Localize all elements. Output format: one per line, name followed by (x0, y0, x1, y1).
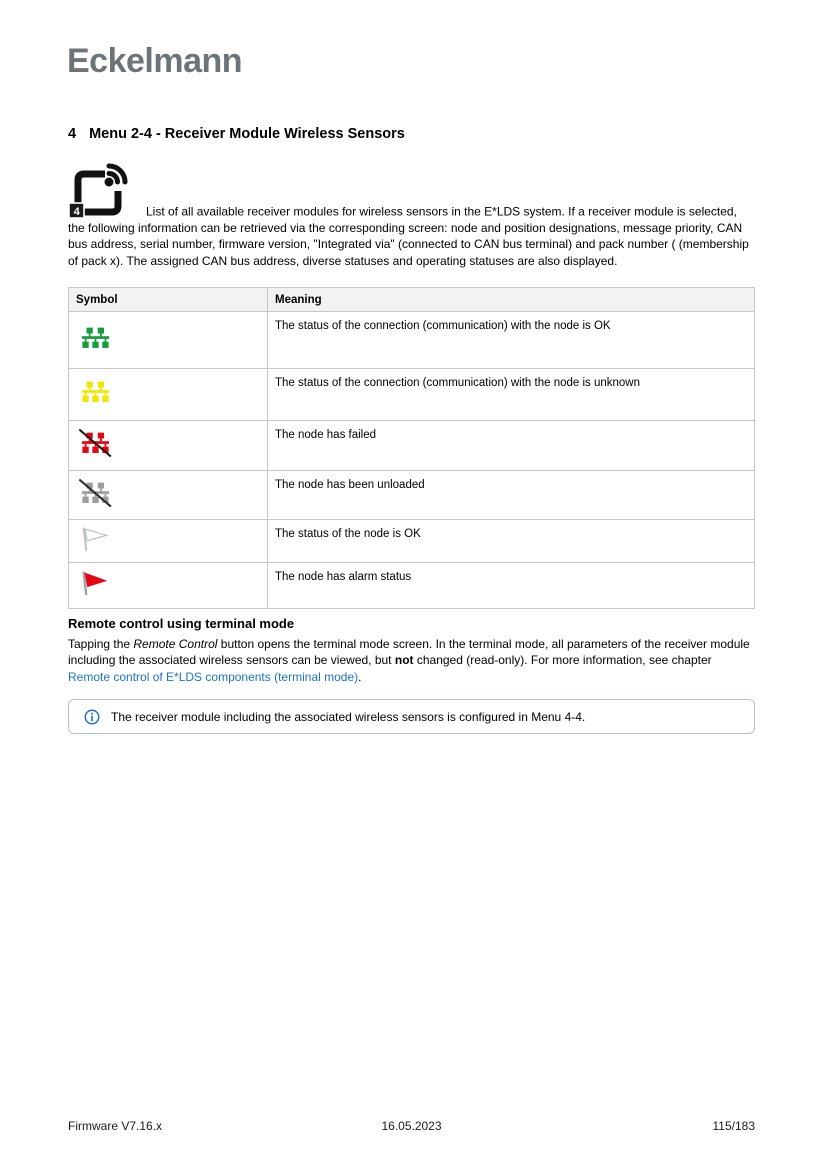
footer-firmware-version: Firmware V7.16.x (68, 1119, 163, 1133)
network-node-yellow-icon (79, 393, 112, 410)
white-flag-icon (79, 540, 110, 557)
intro-paragraph (68, 160, 755, 269)
intro-text: List of all available receiver modules for wireless sensors in the E*LDS system. If a receiver module is selected, the following information can be retrieved via the corresponding screen: node and position designations, message priority, CAN bus address, serial number, firmware version, "Integrated via" (connected to CAN bus terminal) and pack number ( (membership of pack x). The assigned CAN bus address, diverse statuses and operating statuses are also displayed. (68, 204, 749, 268)
network-node-green-icon (79, 339, 112, 356)
table-row (69, 520, 755, 563)
meaning-cell: The node has been unloaded (268, 471, 755, 520)
table-row (69, 471, 755, 520)
symbol-cell (69, 471, 268, 520)
meaning-cell: The status of the connection (communication) with the node is unknown (268, 369, 755, 421)
table-row (69, 421, 755, 471)
network-node-red-crossed-icon (79, 444, 112, 461)
terminal-text-3: changed (read-only). For more information, see chapter (413, 653, 712, 668)
page-title (68, 126, 755, 142)
wifi-dot (105, 178, 114, 187)
column-header-meaning: Meaning (268, 288, 755, 312)
info-icon (84, 709, 100, 725)
info-note-text: The receiver module including the associated wireless sensors is configured in Menu 4-4. (111, 709, 586, 724)
symbol-cell (69, 312, 268, 369)
wireless-receiver-module-icon (68, 160, 132, 220)
meaning-cell: The status of the node is OK (268, 520, 755, 563)
chapter-link[interactable]: Remote control of E*LDS components (terminal mode) (68, 669, 359, 684)
terminal-paragraph (68, 636, 755, 685)
meaning-cell: The node has alarm status (268, 563, 755, 609)
symbol-cell (69, 369, 268, 421)
remote-control-button-name: Remote Control (133, 637, 218, 651)
table-row (69, 369, 755, 421)
symbol-meaning-table (68, 287, 755, 609)
table-row (69, 312, 755, 369)
terminal-text-2: button opens the terminal mode screen. In the terminal mode, all parameters of the receiver module including the associated wireless sensors can be viewed, but (68, 637, 750, 668)
page-footer (68, 1119, 755, 1133)
company-logo: Eckelmann (67, 42, 243, 80)
footer-page-number: 115/183 (712, 1119, 755, 1133)
flag-pennant (85, 528, 106, 540)
red-flag-icon (79, 584, 110, 601)
network-node-gray-crossed-icon (79, 494, 112, 511)
meaning-cell: The status of the connection (communication) with the node is OK (268, 312, 755, 369)
terminal-text-4: . (358, 669, 362, 684)
symbol-cell (69, 421, 268, 471)
info-note-box (68, 699, 755, 734)
meaning-cell: The node has failed (268, 421, 755, 471)
column-header-symbol: Symbol (69, 288, 268, 312)
icon-badge-number: 4 (73, 206, 80, 218)
terminal-section-heading: Remote control using terminal mode (68, 616, 295, 631)
table-row (69, 563, 755, 609)
table-header-row (69, 288, 755, 312)
footer-date: 16.05.2023 (381, 1119, 442, 1133)
section-number: 4 (68, 126, 77, 142)
terminal-bold-word: not (394, 653, 414, 668)
flag-pennant (84, 573, 107, 588)
symbol-cell (69, 563, 268, 609)
symbol-cell (69, 520, 268, 563)
section-title: Menu 2-4 - Receiver Module Wireless Sensors (89, 126, 405, 142)
terminal-text-1: Tapping the (68, 637, 134, 651)
